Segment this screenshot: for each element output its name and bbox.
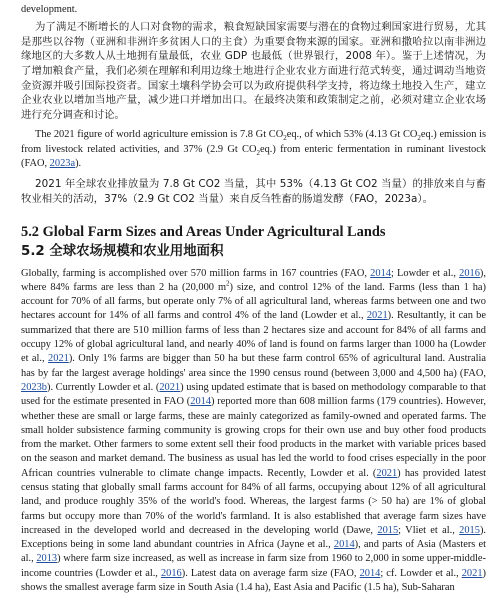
- farm-size-paragraph: Globally, farming is accomplished over 570 million farms in 167 countries (FAO, 2014; Lowder et al., 2016), where 84% farms are less than 2 ha (20,000 $m^2$) size, and control 12% of the land. Farms (less than 1 ha) account for 70% of all farms, but operate only 7% of all agricultural land, whereas farms between one and two hectares account for 14% of all farms and control 4% of the land (Lowder et al., 2021). Resultantly, it can be summarized that there are 510 million farms of less than 2 hectares size and account for 84% of all farms and occupy 12% of global agricultural land, and nearly 40% of land is found on farms larger than 1000 ha (Lowder et al., 2021). Only 1% farms are bigger than 50 ha but these farm control 65% of agricultural land. Australia has by far the largest average holdings' area since the 1990 census round (between 3,000 and 4,500 ha) (FAO, 2023b). Currently Lowder et al. (2021) using updated estimate that is based on methodology comparable to that used for the estimate presented in FAO (2014) reported more than 608 million farms (179 countries). However, whether these are small or large farms, these are mainly categorized as family-owned and operated farms. The small holder subsistence farming community is growing crops for their own use and buy other food products from the market. Other farmers to some extent sell their food products in the market with variable prices based on the season and market demand. The business as usual has led the world to food crises especially in the poor African countries vulnerable to climate change impacts. Recently, Lowder et al. (2021) has provided latest census stating that globally small farms account for 84% of all farms, occupying about 12% of all agricultural land, and produce roughly 35% of the world's food. Whereas, the largest farms (> 50 ha) are 1% of global farms but occupy more than 70% of the world's farmland. It is also established that average farm sizes have increased in the developed world and decreased in the developing world (Dawe, 2015; Vliet et al., 2015). Exceptions being in some land abundant countries in Africa (Jayne et al., 2014), and parts of Asia (Masters et al., 2013) where farm size increased, as well as increase in farm size from 1960 to 2,000 in some upper-middle-income countries (Lowder et al., 2016). Latest data on average farm size (FAO, 2014; cf. Lowder et al., 2021) shows the smallest average farm size in South Asia (1.4 ha), East Asia and Pacific (1.5 ha), Sub-Saharan: [21, 267, 487, 594]
- citation-link[interactable]: 2021: [366, 310, 388, 322]
- section-heading-zh: 5.2 全球农场规模和农业用地面积: [21, 243, 224, 259]
- section-heading-en: 5.2 Global Farm Sizes and Areas Under Agricultural Lands: [21, 223, 386, 240]
- citation-link[interactable]: 2014: [370, 267, 391, 279]
- emission-paragraph-zh: 2021 年全球农业排放量为 7.8 Gt CO2 当量，其中 53%（4.13 Gt CO2 当量）的排放来自与畜牧业相关的活动，37%（2.9 Gt CO2 当量）来自反刍牲畜的肠道发酵（FAO，2023a）。: [21, 178, 486, 205]
- citation-link[interactable]: 2021: [461, 567, 483, 579]
- citation-link[interactable]: 2015: [459, 524, 480, 536]
- chinese-paragraph-text: 为了满足不断增长的人口对食物的需求，粮食短缺国家需要与潜在的食物过剩国家进行贸易，尤其是那些以谷物（亚洲和非洲许多贫困人口的主食）为重要食物来源的国家。亚洲和撒哈拉以南非洲边缘地区的大多数人从土地拥有量最低，农业 GDP 也最低（世界银行，2008 年）。鉴于上述情况，为了增加粮食产量，我们必须在理解和利用边缘土地进行企业农业方面进行范式转变，通过调动当地资金资源并吸引国际投资者。国家土壤科学协会可以为政府提供科学支持，将边缘土地投入生产，建立企业农业以增加当地产量，减少进口并增加出口。在最终决策和政策制定之前，必须对建立企业农场进行充分调查和讨论。: [21, 21, 486, 121]
- emission-paragraph-en: The 2021 figure of world agriculture emission is 7.8 Gt $CO_2eq$., of which 53% (4.13 Gt $CO_2eq$.) emission is from livestock related activities, and 37% (2.9 Gt $CO_2eq$.) from enteric fermentation in ruminant livestock (FAO, 2023a).: [21, 129, 487, 170]
- citation-link[interactable]: 2021: [48, 353, 69, 365]
- citation-link[interactable]: 2013: [36, 553, 58, 565]
- citation-link[interactable]: 2016: [459, 267, 480, 279]
- paragraph-fragment: [21, 3, 486, 17]
- citation-link[interactable]: 2023a: [49, 158, 76, 170]
- citation-link[interactable]: 2014: [190, 396, 212, 408]
- citation-link[interactable]: 2021: [159, 381, 181, 393]
- fragment-text: development.: [21, 4, 78, 15]
- citation-link[interactable]: 2023b: [21, 381, 47, 393]
- citation-link[interactable]: 2015: [377, 524, 399, 536]
- citation-link[interactable]: 2014: [333, 539, 355, 551]
- citation-link[interactable]: 2016: [160, 567, 182, 579]
- citation-link[interactable]: 2021: [376, 467, 398, 479]
- chinese-paragraph: [21, 20, 486, 122]
- citation-link[interactable]: 2014: [359, 567, 381, 579]
